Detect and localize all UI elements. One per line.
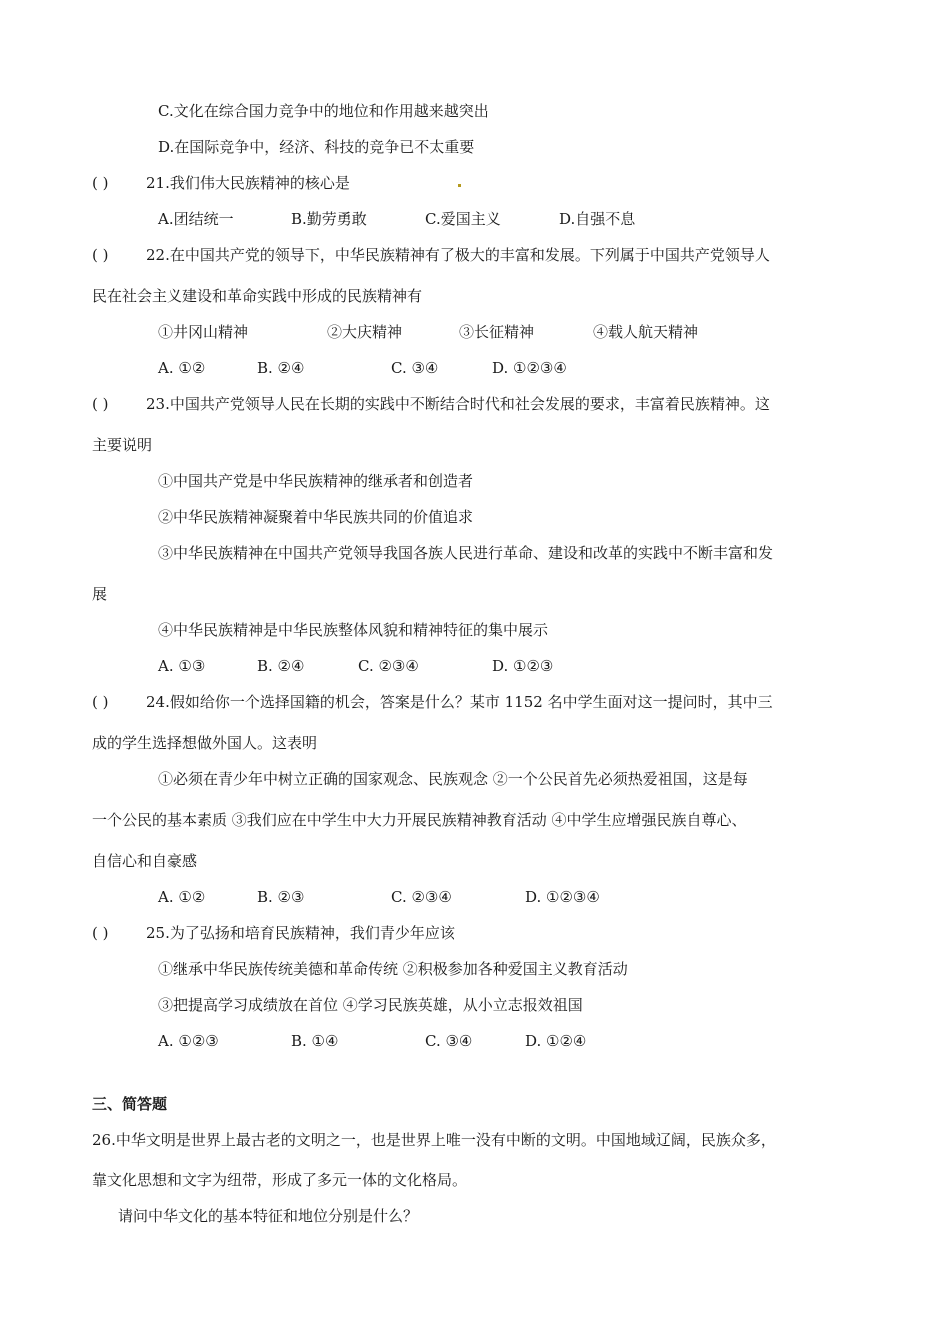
option-a: A. ①③: [158, 657, 206, 675]
statements-line2: 一个公民的基本素质 ③我们应在中学生中大力开展民族精神教育活动 ④中学生应增强民族自尊心、: [92, 811, 747, 829]
option-d: D. ①②③④: [492, 359, 567, 377]
option-c: C. ③④: [391, 359, 439, 377]
option-d: D. ①②④: [525, 1032, 587, 1050]
option-a: A. ①②③: [158, 1032, 219, 1050]
option-d: D. ①②③: [492, 657, 554, 675]
option-b: B. ②③: [257, 888, 305, 906]
statement-2: ②中华民族精神凝聚着中华民族共同的价值追求: [158, 508, 474, 526]
statement-3: ③长征精神: [459, 323, 535, 341]
question-stem: 25.为了弘扬和培育民族精神，我们青少年应该: [146, 924, 455, 942]
answer-blank[interactable]: ( ): [92, 924, 109, 942]
statements-line1: ①必须在青少年中树立正确的国家观念、民族观念 ②一个公民首先必须热爱祖国，这是每: [158, 770, 748, 788]
answer-blank[interactable]: ( ): [92, 174, 109, 192]
option-d: D.自强不息: [559, 210, 636, 228]
option-c: C. ②③④: [358, 657, 419, 675]
stray-mark: [458, 184, 461, 187]
question-stem-line1: 23.中国共产党领导人民在长期的实践中不断结合时代和社会发展的要求，丰富着民族精神。这: [146, 395, 770, 413]
option-c: C. ②③④: [391, 888, 452, 906]
option-b: B. ②④: [257, 657, 305, 675]
option-c: C. ③④: [425, 1032, 473, 1050]
statement-3-cont: 展: [92, 585, 108, 603]
question-stem-line1: 24.假如给你一个选择国籍的机会，答案是什么？某市 1152 名中学生面对这一提问时，其中三: [146, 693, 773, 711]
statement-4: ④载人航天精神: [593, 323, 699, 341]
option-c: C.爱国主义: [425, 210, 501, 228]
option-a: A. ①②: [158, 888, 206, 906]
option-d: D. ①②③④: [525, 888, 600, 906]
statements-line1: ①继承中华民族传统美德和革命传统 ②积极参加各种爱国主义教育活动: [158, 960, 628, 978]
option-d-prev: D.在国际竞争中，经济、科技的竞争已不太重要: [158, 138, 475, 156]
question-26-line1: 26.中华文明是世界上最古老的文明之一，也是世界上唯一没有中断的文明。中国地域辽阔，民族众多，: [92, 1131, 776, 1149]
statement-1: ①井冈山精神: [158, 323, 249, 341]
answer-blank[interactable]: ( ): [92, 693, 109, 711]
answer-blank[interactable]: ( ): [92, 246, 109, 264]
question-stem: 21.我们伟大民族精神的核心是: [146, 174, 350, 192]
section-heading: 三、简答题: [92, 1095, 168, 1113]
statement-1: ①中国共产党是中华民族精神的继承者和创造者: [158, 472, 474, 490]
statement-2: ②大庆精神: [327, 323, 403, 341]
question-stem-line2: 主要说明: [92, 436, 153, 454]
statement-3: ③中华民族精神在中国共产党领导我国各族人民进行革命、建设和改革的实践中不断丰富和发: [158, 544, 774, 562]
statements-line3: 自信心和自豪感: [92, 852, 198, 870]
option-a: A. ①②: [158, 359, 206, 377]
statements-line2: ③把提高学习成绩放在首位 ④学习民族英雄，从小立志报效祖国: [158, 996, 583, 1014]
question-26-prompt: 请问中华文化的基本特征和地位分别是什么？: [118, 1207, 419, 1225]
question-26-line2: 靠文化思想和文字为纽带，形成了多元一体的文化格局。: [92, 1171, 468, 1189]
option-b: B.勤劳勇敢: [291, 210, 367, 228]
option-c-prev: C.文化在综合国力竞争中的地位和作用越来越突出: [158, 102, 489, 120]
question-stem-line1: 22.在中国共产党的领导下，中华民族精神有了极大的丰富和发展。下列属于中国共产党领导人: [146, 246, 770, 264]
option-b: B. ②④: [257, 359, 305, 377]
statement-4: ④中华民族精神是中华民族整体风貌和精神特征的集中展示: [158, 621, 549, 639]
option-a: A.团结统一: [158, 210, 234, 228]
option-b: B. ①④: [291, 1032, 339, 1050]
answer-blank[interactable]: ( ): [92, 395, 109, 413]
question-stem-line2: 成的学生选择想做外国人。这表明: [92, 734, 318, 752]
question-stem-line2: 民在社会主义建设和革命实践中形成的民族精神有: [92, 287, 423, 305]
